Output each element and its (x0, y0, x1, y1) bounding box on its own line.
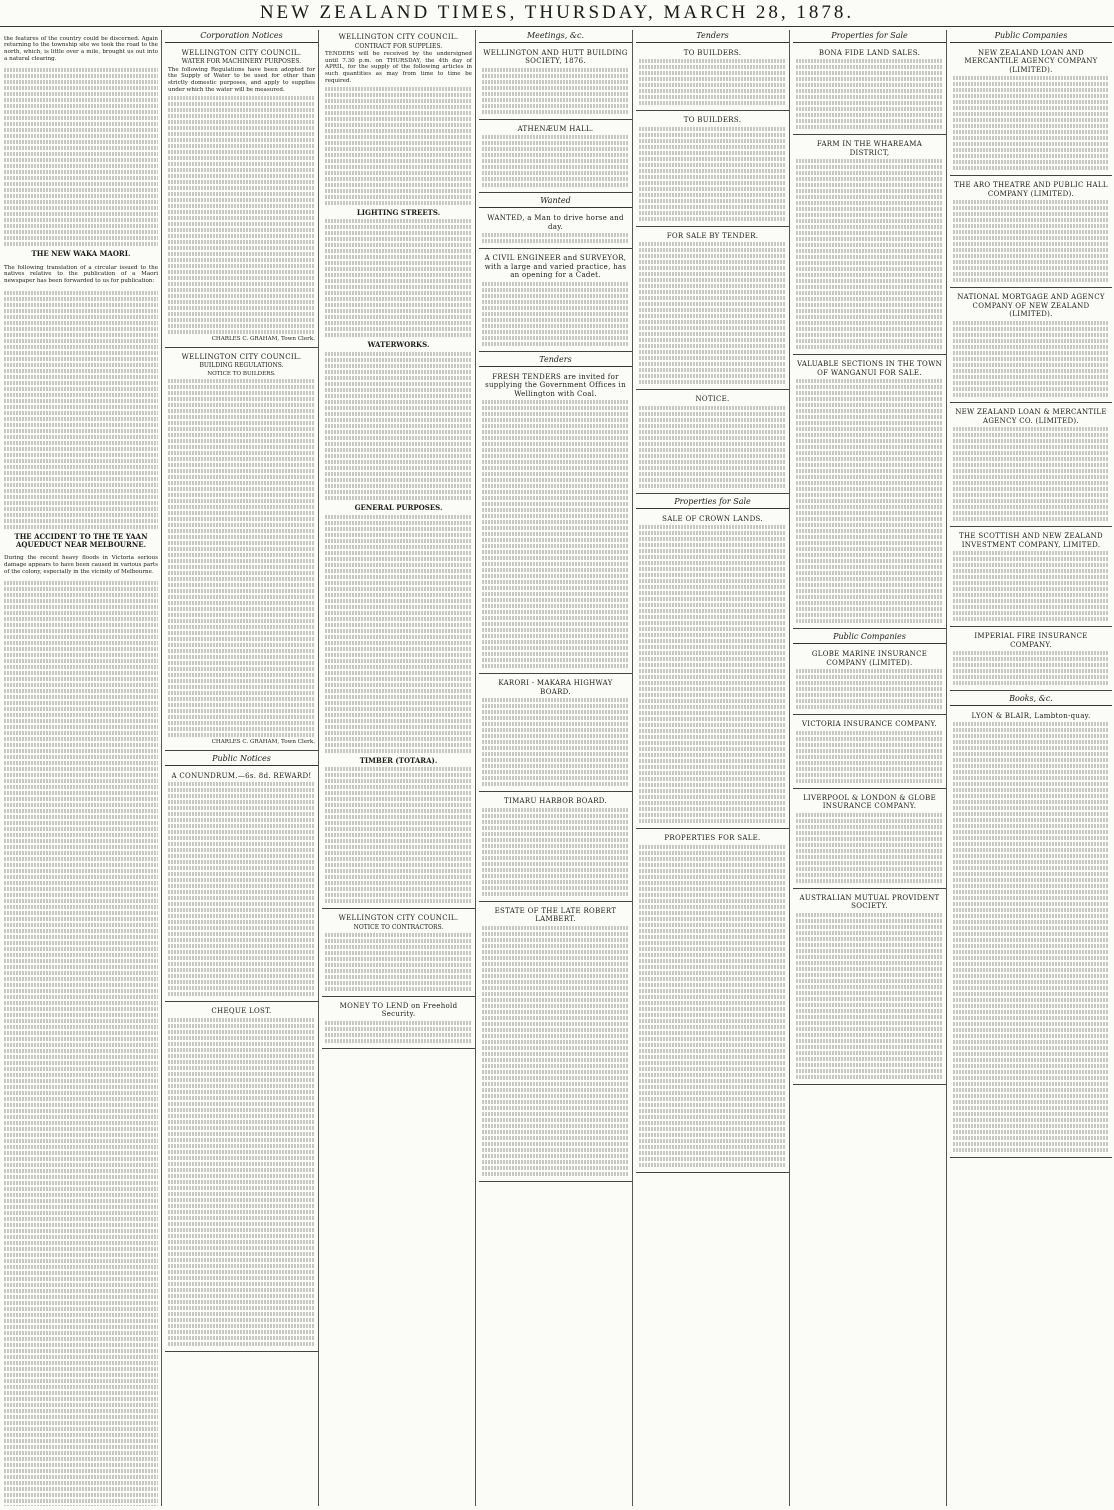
ad-body (482, 400, 629, 668)
column-6 (789, 30, 946, 1506)
article-text: The following translation of a circular issued to the natives relative to the publication of a Maori newspaper has been forwarded to us for publication: (4, 264, 158, 285)
ad-title: IMPERIAL FIRE INSURANCE COMPANY. (974, 632, 1088, 649)
advertisement-6 (793, 791, 946, 889)
ad-title: NOTICE. (695, 395, 730, 404)
article-heading: THE NEW WAKA MAORI. (31, 249, 131, 259)
ad-title: A CONUNDRUM.—6s. 8d. REWARD! (171, 771, 312, 780)
ad-title: WELLINGTON CITY COUNCIL. (181, 48, 302, 57)
advertisement (950, 46, 1112, 177)
ad-title: WELLINGTON CITY COUNCIL. (181, 352, 302, 361)
section-header: Corporation Notices (165, 30, 318, 43)
advertisement-5 (950, 529, 1112, 627)
column-5 (632, 30, 789, 1506)
ad-title: ESTATE OF THE LATE ROBERT LAMBERT. (494, 906, 617, 924)
advertisement-4 (165, 1004, 318, 1352)
ad-title: FOR SALE BY TENDER. (666, 231, 759, 240)
section-header-2: Public Companies (793, 631, 946, 644)
ad-body (325, 1021, 472, 1043)
advertisement-7 (950, 709, 1112, 1159)
advertisement-4 (479, 251, 632, 352)
ad-body (482, 698, 629, 786)
advertisement-3 (479, 211, 632, 249)
ad-body (325, 933, 472, 991)
ad-body (796, 159, 943, 349)
advertisement-5 (793, 717, 946, 789)
advertisement-5 (636, 512, 789, 830)
masthead-title: NEW ZEALAND TIMES, THURSDAY, MARCH 28, 1878. (259, 2, 855, 23)
advertisement-3 (950, 290, 1112, 403)
ad-title: ATHENÆUM HALL. (517, 124, 594, 133)
list-body-4 (325, 767, 472, 903)
ad-body (796, 813, 943, 883)
ad-title: VALUABLE SECTIONS IN THE TOWN OF WANGANUI FOR SALE. (797, 360, 942, 377)
ad-title: PROPERTIES FOR SALE. (664, 834, 761, 843)
advertisement-3 (793, 357, 946, 629)
article-heading-2: THE ACCIDENT TO THE TE YAAN AQUEDUCT NEAR MELBOURNE. (14, 531, 148, 550)
article-body-text-3 (4, 581, 158, 1506)
ad-title: TIMARU HARBOR BOARD. (504, 797, 607, 806)
ad-body (953, 200, 1109, 282)
list-body (325, 219, 472, 337)
ad-body (482, 233, 629, 243)
ad-subtitle: WATER FOR MACHINERY PURPOSES. (181, 58, 302, 66)
column-2 (161, 30, 318, 1506)
ad-body (482, 926, 629, 1176)
article-intro: the features of the country could be discerned. Again returning to the township site we took the road to the north, which, is little over a mile, brought us out into a natural clearing. (4, 35, 158, 63)
ad-title: CHEQUE LOST. (211, 1007, 272, 1016)
list-heading-4: TIMBER (TOTARA). (359, 755, 438, 765)
ad-title: NEW ZEALAND LOAN AND MERCANTILE AGENCY COMPANY (LIMITED). (964, 48, 1098, 74)
ad-subtitle: NOTICE TO CONTRACTORS. (353, 923, 444, 931)
advertisement-2 (950, 178, 1112, 288)
ad-body (953, 427, 1109, 521)
ad-body (639, 242, 786, 384)
ad-body (796, 913, 943, 1079)
ad-title: SALE OF CROWN LANDS. (662, 514, 763, 523)
ad-title: THE SCOTTISH AND NEW ZEALAND INVESTMENT COMPANY, LIMITED. (959, 532, 1103, 549)
column-4 (475, 30, 632, 1506)
ad-title: WELLINGTON CITY COUNCIL. (338, 33, 459, 41)
ad-body (639, 59, 786, 105)
ad-title: WELLINGTON CITY COUNCIL. (338, 914, 459, 923)
section-header-2: Wanted (479, 195, 632, 208)
column-7 (946, 30, 1112, 1506)
ad-title: MONEY TO LEND on Freehold Security. (339, 1001, 458, 1019)
ad-title: WANTED, a Man to drive horse and day. (487, 214, 624, 231)
ad-body (639, 845, 786, 1167)
advertisement (165, 46, 318, 348)
ad-title: LYON & BLAIR, Lambton-quay. (971, 711, 1091, 720)
advertisement-3 (165, 769, 318, 1003)
ad-body (796, 59, 943, 129)
section-header: Public Companies (950, 30, 1112, 43)
ad-title: TO BUILDERS. (683, 48, 742, 57)
advertisement-6 (636, 831, 789, 1173)
advertisement-4 (950, 405, 1112, 527)
ad-title: THE ARO THEATRE AND PUBLIC HALL COMPANY (LIMITED). (954, 181, 1108, 198)
ad-title: GLOBE MARINE INSURANCE COMPANY (LIMITED). (811, 650, 928, 667)
list-heading: LIGHTING STREETS. (356, 207, 441, 217)
article-body-text-2 (4, 291, 158, 529)
ad-body (482, 135, 629, 187)
section-header-2: Books, &c. (950, 693, 1112, 706)
ad-title: AUSTRALIAN MUTUAL PROVIDENT SOCIETY. (799, 893, 940, 911)
ad-title: TO BUILDERS. (683, 116, 742, 125)
column-3 (318, 30, 475, 1506)
advertisement-8 (479, 904, 632, 1182)
section-header-2: Properties for Sale (636, 496, 789, 509)
advertisement-2 (636, 113, 789, 227)
ad-title: VICTORIA INSURANCE COMPANY. (801, 720, 938, 729)
ad-title: FRESH TENDERS are invited for supplying the Government Offices in Wellington with Coal. (485, 372, 626, 398)
ad-title: A CIVIL ENGINEER and SURVEYOR, with a large and varied practice, has an opening for a Cadet. (484, 254, 627, 280)
ad-body (168, 1018, 315, 1346)
advertisement-7 (479, 794, 632, 902)
ad-body (482, 808, 629, 896)
ad-text: The following Regulations have been adopted for the Supply of Water to be used for other than strictly domestic purposes, and apply to supplies under which the water will be measured. (168, 66, 315, 94)
ad-subtitle: CONTRACT FOR SUPPLIES. (354, 42, 443, 50)
article-text-2: During the recent heavy floods in Victoria serious damage appears to have been caused in various parts of the colony, especially in the vicinity of Melbourne. (4, 555, 158, 575)
ad-body (953, 722, 1109, 1152)
advertisement-6 (950, 629, 1112, 691)
ad-signature: CHARLES C. GRAHAM, Town Clerk. (211, 739, 315, 746)
ad-title: KARORI - MAKARA HIGHWAY BOARD. (498, 679, 613, 696)
advertisement (479, 46, 632, 120)
ad-title: WELLINGTON AND HUTT BUILDING SOCIETY, 1876. (483, 48, 628, 66)
ad-title: NATIONAL MORTGAGE AND AGENCY COMPANY OF NEW ZEALAND (LIMITED). (957, 293, 1105, 319)
list-body-2 (325, 352, 472, 500)
ad-text: TENDERS will be received by the undersigned until 7.30 p.m. on THURSDAY, the 4th day of APRIL, for the supply of the following articles in such quantities as may from time to time be required. (325, 50, 472, 85)
list-heading-2: WATERWORKS. (367, 340, 430, 350)
section-header: Meetings, &c. (479, 30, 632, 43)
article-body-text (4, 68, 158, 246)
column-1 (4, 30, 161, 1506)
list-heading-3: GENERAL PURPOSES. (354, 502, 443, 512)
ad-body (482, 68, 629, 114)
advertisement-3 (636, 229, 789, 391)
advertisement-4 (793, 647, 946, 715)
advertisement-4 (636, 392, 789, 494)
section-header: Properties for Sale (793, 30, 946, 43)
ad-body (953, 321, 1109, 397)
ad-body (168, 96, 315, 334)
section-header: Tenders (636, 30, 789, 43)
ad-title: LIVERPOOL & LONDON & GLOBE INSURANCE COMPANY. (802, 793, 937, 811)
ad-body (796, 379, 943, 623)
advertisement-2 (793, 137, 946, 355)
ad-body (639, 406, 786, 488)
ad-body (168, 782, 315, 996)
advertisement (793, 46, 946, 136)
advertisement-7 (793, 891, 946, 1085)
ad-title: BONA FIDE LAND SALES. (818, 48, 921, 57)
list-body-3 (325, 515, 472, 753)
advertisement (636, 46, 789, 112)
advertisement (322, 30, 475, 909)
ad-body (953, 551, 1109, 621)
advertisement-3 (322, 999, 475, 1049)
ad-body (325, 87, 472, 205)
ad-signature: CHARLES C. GRAHAM, Town Clerk. (211, 335, 315, 342)
ad-body (953, 76, 1109, 170)
ad-text: NOTICE TO BUILDERS. (207, 370, 276, 377)
section-header-3: Tenders (479, 354, 632, 367)
ad-body (482, 282, 629, 346)
masthead (0, 0, 1114, 27)
advertisement-6 (479, 676, 632, 792)
ad-subtitle: BUILDING REGULATIONS. (199, 362, 284, 370)
ad-title: FARM IN THE WHAREAMA DISTRICT, (816, 140, 923, 157)
ad-body (168, 379, 315, 737)
ad-body (796, 669, 943, 709)
section-header-2: Public Notices (165, 753, 318, 766)
ad-body (639, 127, 786, 221)
advertisement-5 (479, 370, 632, 675)
ad-body (639, 525, 786, 823)
ad-body (953, 651, 1109, 685)
ad-title: NEW ZEALAND LOAN & MERCANTILE AGENCY CO. (LIMITED). (955, 408, 1107, 425)
advertisement-2 (322, 911, 475, 997)
advertisement-2 (165, 350, 318, 751)
ad-body (796, 731, 943, 783)
advertisement-2 (479, 122, 632, 194)
